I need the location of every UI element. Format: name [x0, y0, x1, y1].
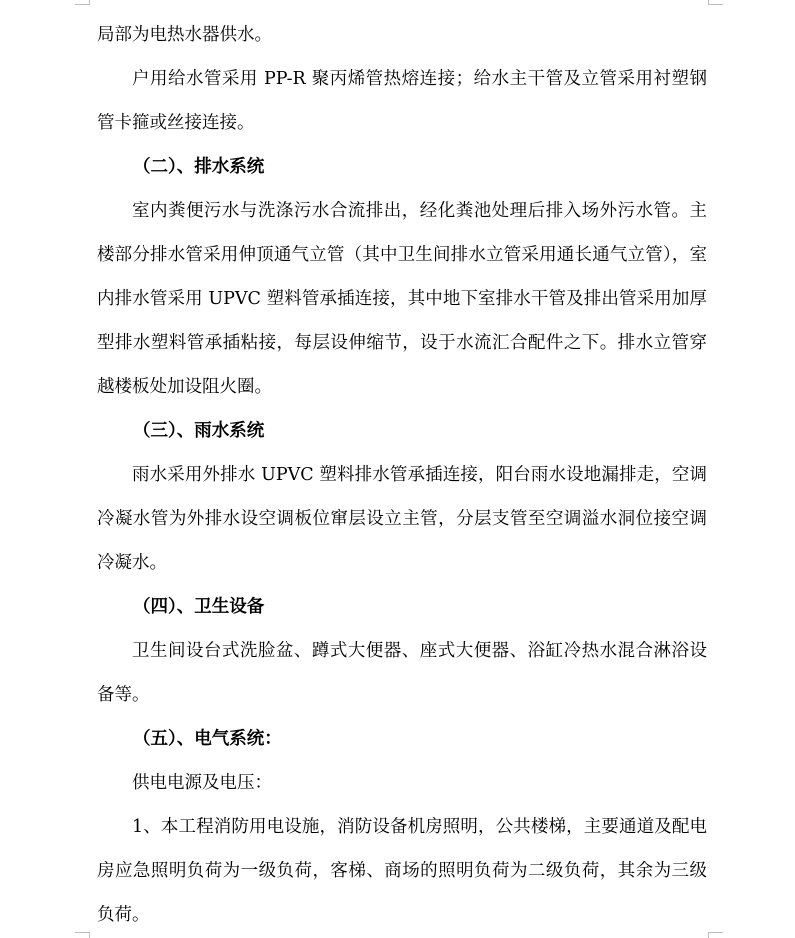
paragraph-supply-pipes: 户用给水管采用 PP-R 聚丙烯管热熔连接；给水主干管及立管采用衬塑钢管卡箍或丝接连接。 [97, 69, 707, 133]
heading-sanitary-equipment: （四）、卫生设备 [133, 597, 265, 617]
crop-mark-top-left-horizontal [75, 4, 90, 5]
paragraph-load-classes: 1、本工程消防用电设施，消防设备机房照明，公共楼梯，主要通道及配电房应急照明负荷为一级负荷，客梯、商场的照明负荷为二级负荷，其余为三级负荷。 [97, 817, 707, 925]
paragraph-power-source: 供电电源及电压： [132, 773, 272, 793]
crop-mark-bottom-left-horizontal [75, 932, 90, 933]
document-body [97, 13, 707, 937]
paragraph-sanitary: 卫生间设台式洗脸盆、蹲式大便器、座式大便器、浴缸冷热水混合淋浴设备等。 [97, 641, 707, 705]
crop-mark-top-right-horizontal [708, 4, 723, 5]
heading-drainage-system: （二）、排水系统 [133, 157, 265, 177]
crop-mark-bottom-right-horizontal [708, 932, 723, 933]
heading-electrical-system: （五）、电气系统： [133, 729, 282, 749]
paragraph-rainwater: 雨水采用外排水 UPVC 塑料排水管承插连接，阳台雨水设地漏排走，空调冷凝水管为外排水设空调板位窜层设立主管，分层支管至空调溢水洞位接空调冷凝水。 [97, 465, 707, 573]
paragraph-water-heater-supply: 局部为电热水器供水。 [97, 25, 272, 45]
heading-rainwater-system: （三）、雨水系统 [133, 421, 265, 441]
paragraph-drainage: 室内粪便污水与洗涤污水合流排出，经化粪池处理后排入场外污水管。主楼部分排水管采用伸顶通气立管（其中卫生间排水立管采用通长通气立管），室内排水管采用 UPVC 塑料管承插连接，其中地下室排水干管及排出管采用加厚型排水塑料管承插粘接，每层设伸缩节，设于水流汇合配件之下。排水立管穿越楼板处加设阻火圈。 [97, 201, 707, 397]
